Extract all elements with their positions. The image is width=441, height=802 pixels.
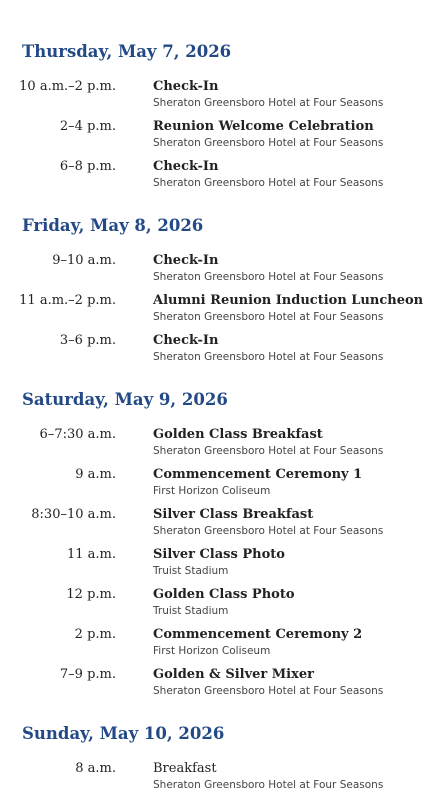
event-name: Check-In [153, 159, 219, 174]
schedule-row [0, 158, 441, 198]
event-venue: Sheraton Greensboro Hotel at Four Seasons [153, 351, 384, 363]
day-title: Thursday, May 7, 2026 [22, 42, 232, 61]
event-time: 9–10 a.m. [52, 253, 116, 268]
event-time: 10 a.m.–2 p.m. [19, 79, 116, 94]
event-name: Golden Class Photo [153, 587, 295, 602]
day-section-friday [0, 214, 441, 372]
event-time: 11 a.m.–2 p.m. [19, 293, 116, 308]
schedule-row [0, 626, 441, 666]
schedule-row [0, 252, 441, 292]
event-time: 6–7:30 a.m. [39, 427, 116, 442]
event-name: Silver Class Breakfast [153, 507, 314, 522]
event-time: 8:30–10 a.m. [31, 507, 116, 522]
schedule-row [0, 78, 441, 118]
event-time: 12 p.m. [66, 587, 116, 602]
event-venue: Sheraton Greensboro Hotel at Four Seasons [153, 271, 384, 283]
event-time: 2–4 p.m. [59, 119, 116, 134]
event-time: 7–9 p.m. [59, 667, 116, 682]
event-venue: Sheraton Greensboro Hotel at Four Seasons [153, 177, 384, 189]
event-name: Check-In [153, 333, 219, 348]
event-name: Breakfast [153, 761, 217, 776]
event-time: 9 a.m. [75, 467, 116, 482]
schedule-row [0, 506, 441, 546]
event-time: 2 p.m. [74, 627, 116, 642]
event-venue: Sheraton Greensboro Hotel at Four Seasons [153, 137, 384, 149]
schedule-row [0, 466, 441, 506]
schedule-row [0, 586, 441, 626]
day-title: Friday, May 8, 2026 [22, 216, 204, 235]
event-venue: Truist Stadium [153, 605, 229, 617]
event-name: Golden Class Breakfast [153, 427, 323, 442]
schedule-row [0, 332, 441, 372]
event-time: 6–8 p.m. [59, 159, 116, 174]
event-venue: Sheraton Greensboro Hotel at Four Seasons [153, 445, 384, 457]
event-name: Silver Class Photo [153, 547, 285, 562]
event-venue: Sheraton Greensboro Hotel at Four Seasons [153, 97, 384, 109]
event-name: Golden & Silver Mixer [153, 667, 314, 682]
schedule-row [0, 760, 441, 800]
schedule-row [0, 118, 441, 158]
day-section-thursday [0, 40, 441, 198]
day-title: Sunday, May 10, 2026 [22, 724, 225, 743]
day-title: Saturday, May 9, 2026 [22, 390, 228, 409]
event-name: Check-In [153, 253, 219, 268]
event-venue: Sheraton Greensboro Hotel at Four Seasons [153, 779, 384, 791]
event-name: Reunion Welcome Celebration [153, 119, 374, 134]
event-time: 11 a.m. [66, 547, 116, 562]
event-venue: Sheraton Greensboro Hotel at Four Seasons [153, 311, 384, 323]
event-name: Commencement Ceremony 2 [153, 627, 363, 642]
event-venue: Sheraton Greensboro Hotel at Four Seasons [153, 525, 384, 537]
event-venue: Truist Stadium [153, 565, 229, 577]
event-name: Alumni Reunion Induction Luncheon [153, 293, 424, 308]
schedule-row [0, 546, 441, 586]
event-name: Commencement Ceremony 1 [153, 467, 363, 482]
day-section-sunday [0, 722, 441, 800]
event-venue: First Horizon Coliseum [153, 645, 271, 657]
schedule-row [0, 292, 441, 332]
event-venue: First Horizon Coliseum [153, 485, 271, 497]
event-time: 3–6 p.m. [59, 333, 116, 348]
event-venue: Sheraton Greensboro Hotel at Four Seasons [153, 685, 384, 697]
event-name: Check-In [153, 79, 219, 94]
day-section-saturday [0, 388, 441, 706]
schedule-row [0, 666, 441, 706]
schedule-row [0, 426, 441, 466]
event-time: 8 a.m. [75, 761, 116, 776]
